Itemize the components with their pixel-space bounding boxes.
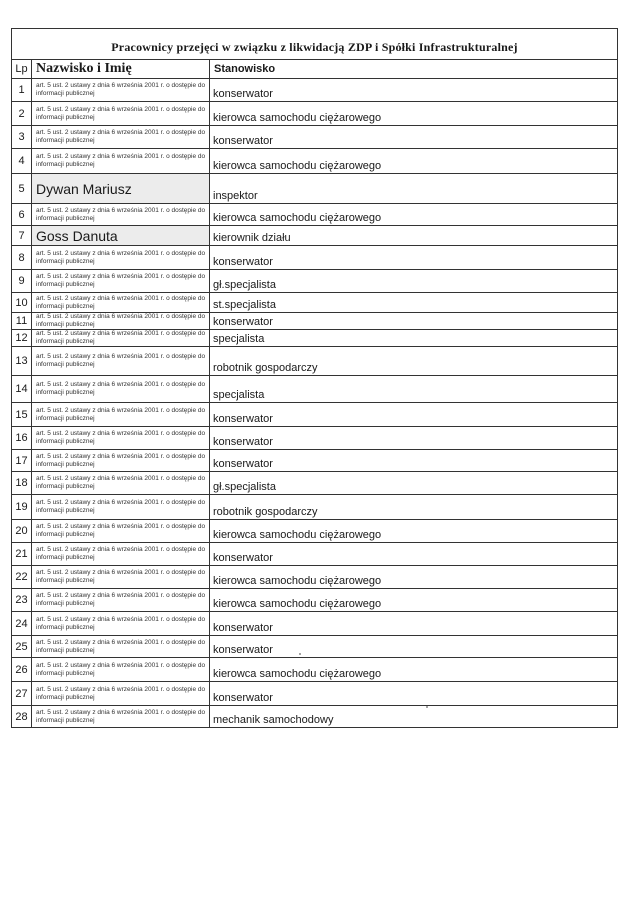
row-lp: 19 xyxy=(12,495,32,520)
employee-position: konserwator xyxy=(210,427,618,450)
row-lp: 10 xyxy=(12,293,32,313)
table-row xyxy=(12,403,618,427)
employee-position: mechanik samochodowy xyxy=(210,706,618,728)
employee-position: konserwator xyxy=(210,543,618,566)
row-lp: 18 xyxy=(12,472,32,495)
employee-position: specjalista xyxy=(210,330,618,347)
table-row xyxy=(12,589,618,612)
table-row xyxy=(12,566,618,589)
employee-position: konserwator xyxy=(210,126,618,149)
row-lp: 27 xyxy=(12,682,32,706)
employee-position: konserwator xyxy=(210,79,618,102)
table-title: Pracownicy przejęci w związku z likwidacją ZDP i Spółki Infrastrukturalnej xyxy=(12,29,618,60)
employee-position: robotnik gospodarczy xyxy=(210,495,618,520)
employee-position: kierowca samochodu ciężarowego xyxy=(210,589,618,612)
row-lp: 11 xyxy=(12,313,32,330)
table-row xyxy=(12,636,618,658)
table-row xyxy=(12,293,618,313)
employee-position: kierowca samochodu ciężarowego xyxy=(210,149,618,174)
row-lp: 22 xyxy=(12,566,32,589)
redacted-name: art. 5 ust. 2 ustawy z dnia 6 września 2001 r. o dostępie do informacji publicznej xyxy=(32,270,210,293)
row-lp: 28 xyxy=(12,706,32,728)
employee-position: kierowca samochodu ciężarowego xyxy=(210,566,618,589)
employee-position: konserwator xyxy=(210,612,618,636)
redacted-name: art. 5 ust. 2 ustawy z dnia 6 września 2001 r. o dostępie do informacji publicznej xyxy=(32,450,210,472)
row-lp: 7 xyxy=(12,226,32,246)
row-lp: 4 xyxy=(12,149,32,174)
row-lp: 2 xyxy=(12,102,32,126)
header-position: Stanowisko xyxy=(210,60,618,79)
table-row xyxy=(12,495,618,520)
redacted-name: art. 5 ust. 2 ustawy z dnia 6 września 2001 r. o dostępie do informacji publicznej xyxy=(32,204,210,226)
title-row xyxy=(12,29,618,60)
row-lp: 6 xyxy=(12,204,32,226)
employee-name: Dywan Mariusz xyxy=(32,174,210,204)
employee-position: kierowca samochodu ciężarowego xyxy=(210,520,618,543)
employee-position: kierownik działu xyxy=(210,226,618,246)
table-row xyxy=(12,706,618,728)
header-row xyxy=(12,60,618,79)
redacted-name: art. 5 ust. 2 ustawy z dnia 6 września 2001 r. o dostępie do informacji publicznej xyxy=(32,149,210,174)
row-lp: 3 xyxy=(12,126,32,149)
table-row xyxy=(12,658,618,682)
redacted-name: art. 5 ust. 2 ustawy z dnia 6 września 2001 r. o dostępie do informacji publicznej xyxy=(32,682,210,706)
table-row xyxy=(12,174,618,204)
redacted-name: art. 5 ust. 2 ustawy z dnia 6 września 2001 r. o dostępie do informacji publicznej xyxy=(32,472,210,495)
table-row xyxy=(12,226,618,246)
table-row xyxy=(12,543,618,566)
table-row xyxy=(12,330,618,347)
redacted-name: art. 5 ust. 2 ustawy z dnia 6 września 2001 r. o dostępie do informacji publicznej xyxy=(32,706,210,728)
redacted-name: art. 5 ust. 2 ustawy z dnia 6 września 2001 r. o dostępie do informacji publicznej xyxy=(32,330,210,347)
table-row xyxy=(12,204,618,226)
redacted-name: art. 5 ust. 2 ustawy z dnia 6 września 2001 r. o dostępie do informacji publicznej xyxy=(32,347,210,376)
row-lp: 14 xyxy=(12,376,32,403)
employee-position: specjalista xyxy=(210,376,618,403)
row-lp: 15 xyxy=(12,403,32,427)
row-lp: 25 xyxy=(12,636,32,658)
row-lp: 26 xyxy=(12,658,32,682)
row-lp: 16 xyxy=(12,427,32,450)
employee-position: inspektor xyxy=(210,174,618,204)
redacted-name: art. 5 ust. 2 ustawy z dnia 6 września 2001 r. o dostępie do informacji publicznej xyxy=(32,126,210,149)
redacted-name: art. 5 ust. 2 ustawy z dnia 6 września 2001 r. o dostępie do informacji publicznej xyxy=(32,495,210,520)
row-lp: 21 xyxy=(12,543,32,566)
table-row xyxy=(12,149,618,174)
table-body xyxy=(12,79,618,728)
redacted-name: art. 5 ust. 2 ustawy z dnia 6 września 2001 r. o dostępie do informacji publicznej xyxy=(32,636,210,658)
table-row xyxy=(12,347,618,376)
row-lp: 17 xyxy=(12,450,32,472)
scan-speck xyxy=(299,653,301,655)
header-name: Nazwisko i Imię xyxy=(32,60,210,79)
table-row xyxy=(12,376,618,403)
employees-table xyxy=(11,28,618,728)
row-lp: 20 xyxy=(12,520,32,543)
employee-position: konserwator xyxy=(210,313,618,330)
redacted-name: art. 5 ust. 2 ustawy z dnia 6 września 2001 r. o dostępie do informacji publicznej xyxy=(32,246,210,270)
employee-position: kierowca samochodu ciężarowego xyxy=(210,204,618,226)
table-row xyxy=(12,427,618,450)
row-lp: 1 xyxy=(12,79,32,102)
employee-position: st.specjalista xyxy=(210,293,618,313)
redacted-name: art. 5 ust. 2 ustawy z dnia 6 września 2001 r. o dostępie do informacji publicznej xyxy=(32,612,210,636)
table-row xyxy=(12,520,618,543)
redacted-name: art. 5 ust. 2 ustawy z dnia 6 września 2001 r. o dostępie do informacji publicznej xyxy=(32,79,210,102)
redacted-name: art. 5 ust. 2 ustawy z dnia 6 września 2001 r. o dostępie do informacji publicznej xyxy=(32,293,210,313)
employee-position: gł.specjalista xyxy=(210,472,618,495)
redacted-name: art. 5 ust. 2 ustawy z dnia 6 września 2001 r. o dostępie do informacji publicznej xyxy=(32,376,210,403)
redacted-name: art. 5 ust. 2 ustawy z dnia 6 września 2001 r. o dostępie do informacji publicznej xyxy=(32,102,210,126)
employee-position: kierowca samochodu ciężarowego xyxy=(210,658,618,682)
table-row xyxy=(12,682,618,706)
table-row xyxy=(12,450,618,472)
header-lp: Lp xyxy=(12,60,32,79)
table-row xyxy=(12,472,618,495)
employee-position: konserwator xyxy=(210,403,618,427)
redacted-name: art. 5 ust. 2 ustawy z dnia 6 września 2001 r. o dostępie do informacji publicznej xyxy=(32,313,210,330)
employee-name: Goss Danuta xyxy=(32,226,210,246)
employee-position: kierowca samochodu ciężarowego xyxy=(210,102,618,126)
row-lp: 12 xyxy=(12,330,32,347)
table-row xyxy=(12,126,618,149)
table-row xyxy=(12,313,618,330)
table-row xyxy=(12,612,618,636)
redacted-name: art. 5 ust. 2 ustawy z dnia 6 września 2001 r. o dostępie do informacji publicznej xyxy=(32,566,210,589)
table-row xyxy=(12,102,618,126)
employee-position: robotnik gospodarczy xyxy=(210,347,618,376)
row-lp: 24 xyxy=(12,612,32,636)
employee-position: gł.specjalista xyxy=(210,270,618,293)
employee-position: konserwator xyxy=(210,682,618,706)
table-row xyxy=(12,270,618,293)
redacted-name: art. 5 ust. 2 ustawy z dnia 6 września 2001 r. o dostępie do informacji publicznej xyxy=(32,543,210,566)
employee-position: konserwator xyxy=(210,246,618,270)
row-lp: 13 xyxy=(12,347,32,376)
scan-speck xyxy=(426,706,428,708)
redacted-name: art. 5 ust. 2 ustawy z dnia 6 września 2001 r. o dostępie do informacji publicznej xyxy=(32,589,210,612)
employee-position: konserwator xyxy=(210,450,618,472)
row-lp: 23 xyxy=(12,589,32,612)
redacted-name: art. 5 ust. 2 ustawy z dnia 6 września 2001 r. o dostępie do informacji publicznej xyxy=(32,403,210,427)
redacted-name: art. 5 ust. 2 ustawy z dnia 6 września 2001 r. o dostępie do informacji publicznej xyxy=(32,427,210,450)
table-row xyxy=(12,79,618,102)
row-lp: 8 xyxy=(12,246,32,270)
row-lp: 5 xyxy=(12,174,32,204)
table-row xyxy=(12,246,618,270)
row-lp: 9 xyxy=(12,270,32,293)
redacted-name: art. 5 ust. 2 ustawy z dnia 6 września 2001 r. o dostępie do informacji publicznej xyxy=(32,520,210,543)
employee-position: konserwator xyxy=(210,636,618,658)
redacted-name: art. 5 ust. 2 ustawy z dnia 6 września 2001 r. o dostępie do informacji publicznej xyxy=(32,658,210,682)
